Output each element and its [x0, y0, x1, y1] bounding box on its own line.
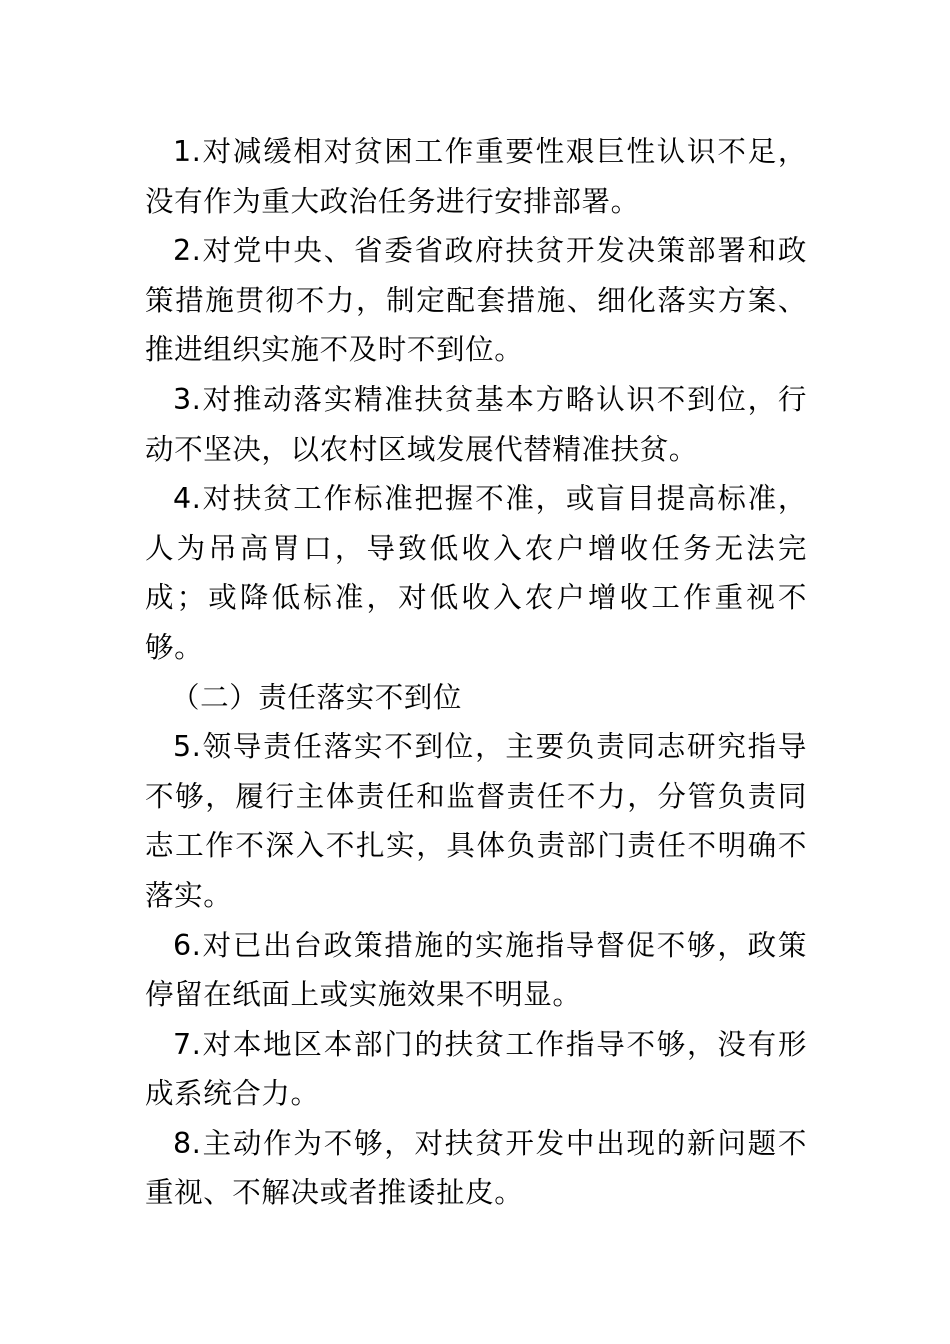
paragraph-item-8: 8.主动作为不够，对扶贫开发中出现的新问题不重视、不解决或者推诿扯皮。	[145, 1126, 807, 1210]
document-body	[145, 127, 807, 1218]
paragraph-item-5: 5.领导责任落实不到位，主要负责同志研究指导不够，履行主体责任和监督责任不力，分管负责同志工作不深入不扎实，具体负责部门责任不明确不落实。	[145, 730, 807, 912]
paragraph-item-3: 3.对推动落实精准扶贫基本方略认识不到位，行动不坚决，以农村区域发展代替精准扶贫。	[145, 382, 807, 466]
paragraph-item-2: 2.对党中央、省委省政府扶贫开发决策部署和政策措施贯彻不力，制定配套措施、细化落实方案、推进组织实施不及时不到位。	[145, 234, 807, 367]
paragraph-item-1: 1.对减缓相对贫困工作重要性艰巨性认识不足，没有作为重大政治任务进行安排部署。	[145, 135, 807, 218]
paragraph-item-7: 7.对本地区本部门的扶贫工作指导不够，没有形成系统合力。	[145, 1027, 807, 1111]
paragraph-item-6: 6.对已出台政策措施的实施指导督促不够，政策停留在纸面上或实施效果不明显。	[145, 928, 807, 1012]
paragraph-item-4: 4.对扶贫工作标准把握不准，或盲目提高标准，人为吊高胃口，导致低收入农户增收任务无法完成；或降低标准，对低收入农户增收工作重视不够。	[145, 482, 807, 664]
section-heading-2: （二）责任落实不到位	[171, 680, 463, 714]
